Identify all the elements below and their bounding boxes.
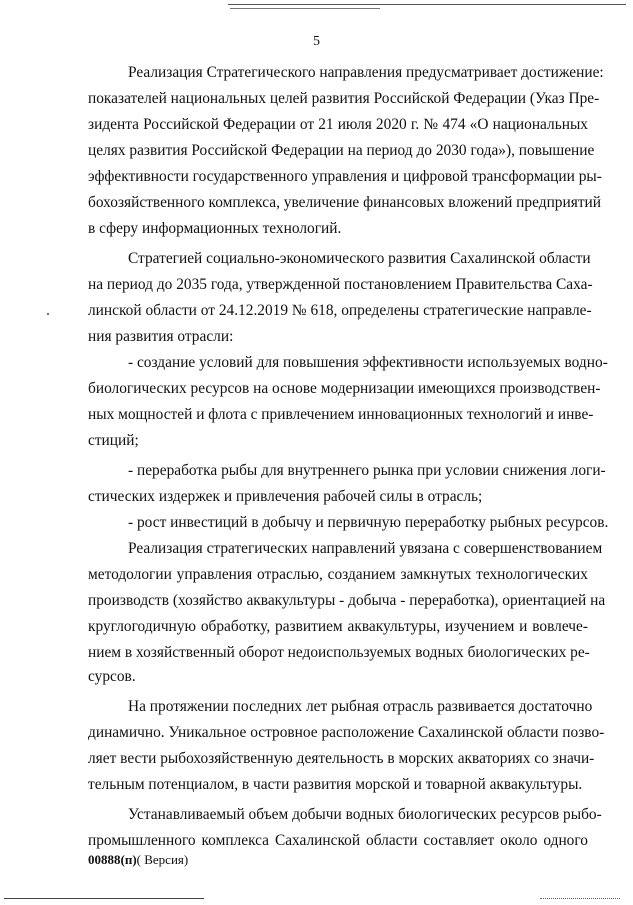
text-line: Реализация Стратегического направления предусматривает достижение:: [128, 64, 604, 81]
text-line: стических издержек и привлечения рабочей силы в отрасль;: [88, 488, 483, 505]
text-line: Устанавливаемый объем добычи водных биологических ресурсов рыбо-: [128, 806, 602, 823]
text-line: На протяжении последних лет рыбная отрасль развивается достаточно: [128, 698, 593, 715]
text-line: нием в хозяйственный оборот недоиспользуемых водных биологических ре-: [88, 644, 590, 661]
text-line: ляет вести рыбохозяйственную деятельность в морских акваториях со значи-: [88, 750, 595, 767]
text-line: ния развития отрасли:: [88, 328, 234, 345]
page-number: 5: [313, 34, 320, 49]
text-line: на период до 2035 года, утвержденной постановлением Правительства Саха-: [88, 276, 593, 293]
text-line: бохозяйственного комплекса, увеличение финансовых вложений предприятий: [88, 194, 602, 211]
text-line: - переработка рыбы для внутреннего рынка при условии снижения логи-: [128, 462, 606, 479]
bottom-rule-right: [540, 898, 620, 899]
text-line: тельным потенциалом, в части развития морской и товарной аквакультуры.: [88, 776, 583, 793]
document-code: 00888(п): [88, 852, 137, 867]
text-line: Стратегией социально-экономического развития Сахалинской области: [128, 250, 591, 267]
text-line: биологических ресурсов на основе модернизации имеющихся производствен-: [88, 380, 601, 397]
document-version: ( Версия): [136, 852, 189, 867]
text-line: сурсов.: [88, 668, 136, 685]
scan-speck: [47, 313, 49, 315]
text-line: в сферу информационных технологий.: [88, 220, 342, 237]
text-line: показателей национальных целей развития Российской Федерации (Указ Пре-: [88, 90, 600, 107]
text-line: ных мощностей и флота с привлечением инновационных технологий и инве-: [88, 406, 594, 423]
top-rule: [228, 4, 626, 5]
text-line: - рост инвестиций в добычу и первичную переработку рыбных ресурсов.: [128, 514, 609, 531]
text-line: Реализация стратегических направлений увязана с совершенствованием: [128, 540, 603, 557]
text-line: стиций;: [88, 432, 139, 449]
text-line: зидента Российской Федерации от 21 июля 2020 г. № 474 «О национальных: [88, 116, 588, 133]
text-line: методологии управления отраслью, созданием замкнутых технологических: [88, 566, 588, 583]
scan-speck: [358, 319, 359, 320]
text-line: линской области от 24.12.2019 № 618, определены стратегические направле-: [88, 302, 592, 319]
top-rule-secondary: [230, 8, 380, 9]
footer-code: [88, 852, 188, 868]
text-line: промышленного комплекса Сахалинской области составляет около одного: [88, 832, 588, 849]
text-line: производств (хозяйство аквакультуры - добыча - переработка), ориентацией на: [88, 592, 606, 609]
text-line: целях развития Российской Федерации на период до 2030 года»), повышение: [88, 142, 595, 159]
bottom-rule-left: [4, 898, 204, 899]
text-line: круглогодичную обработку, развитием аквакультуры, изучением и вовлече-: [88, 618, 588, 635]
text-line: эффективности государственного управления и цифровой трансформации ры-: [88, 168, 602, 185]
text-line: - создание условий для повышения эффективности используемых водно-: [128, 354, 608, 371]
text-line: динамично. Уникальное островное расположение Сахалинской области позво-: [88, 724, 605, 741]
